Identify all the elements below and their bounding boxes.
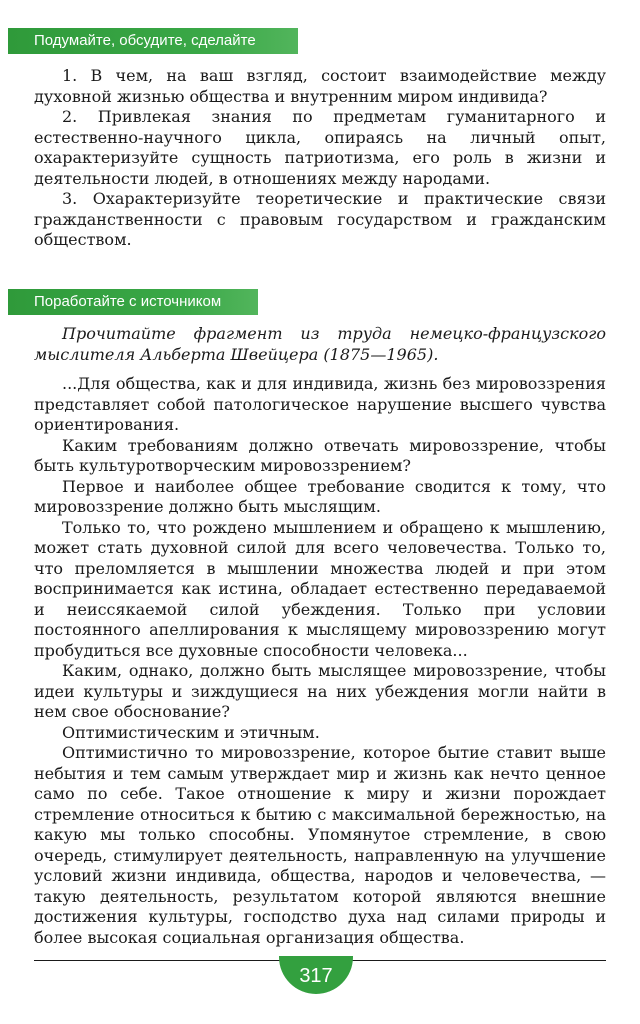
excerpt-paragraph: Каким, однако, должно быть мыслящее мировоззрение, чтобы идеи культуры и зиждущиеся на них убеждения могли найти в нем свое обоснование?	[34, 661, 606, 721]
questions-list	[34, 66, 606, 251]
excerpt-paragraph: Первое и наиболее общее требование сводится к тому, что мировоззрение должно быть мыслящим.	[34, 476, 606, 516]
section-header-think-discuss: Подумайте, обсудите, сделайте	[8, 28, 298, 54]
source-excerpt	[34, 374, 606, 948]
excerpt-paragraph: Каким требованиям должно отвечать мировоззрение, чтобы быть культуротворческим мировоззрением?	[34, 435, 606, 475]
source-intro-text: Прочитайте фрагмент из труда немецко-французского мыслителя Альберта Швейцера (1875—1965).	[34, 324, 606, 364]
page-number-badge: 317	[279, 956, 353, 994]
excerpt-paragraph: ...Для общества, как и для индивида, жизнь без мировоззрения представляет собой патологическое нарушение высшего чувства ориентирования.	[34, 374, 606, 434]
question-item: 1. В чем, на ваш взгляд, состоит взаимодействие между духовной жизнью общества и внутренним миром индивида?	[34, 66, 606, 106]
question-item: 2. Привлекая знания по предметам гуманитарного и естественно-научного цикла, опираясь на личный опыт, охарактеризуйте сущность патриотизма, его роль в жизни и деятельности людей, в отношениях между народами.	[34, 107, 606, 188]
question-item: 3. Охарактеризуйте теоретические и практические связи гражданственности с правовым государством и гражданским обществом.	[34, 189, 606, 249]
excerpt-paragraph: Оптимистическим и этичным.	[62, 722, 320, 742]
excerpt-paragraph: Только то, что рождено мышлением и обращено к мышлению, может стать духовной силой для всего человечества. Только то, что преломляется в мышлении множества людей и при этом воспринимается как истина, обладает естественно передаваемой и неиссякаемой силой убеждения. Только при условии постоянного апеллирования к мыслящему мировоззрению могут пробудиться все духовные способности человека...	[34, 517, 606, 660]
excerpt-paragraph: Оптимистично то мировоззрение, которое бытие ставит выше небытия и тем самым утверждает мир и жизнь как нечто ценное само по себе. Такое отношение к миру и жизни порождает стремление относиться к бытию с максимальной бережностью, на какую мы только способны. Упомянутое стремление, в свою очередь, стимулирует деятельность, направленную на улучшение условий жизни индивида, общества, народов и человечества, — такую деятельность, результатом которой являются внешние достижения культуры, господство духа над силами природы и более высокая социальная организация общества.	[34, 743, 606, 947]
source-intro	[34, 324, 606, 365]
section-header-source-work: Поработайте с источником	[8, 289, 258, 315]
